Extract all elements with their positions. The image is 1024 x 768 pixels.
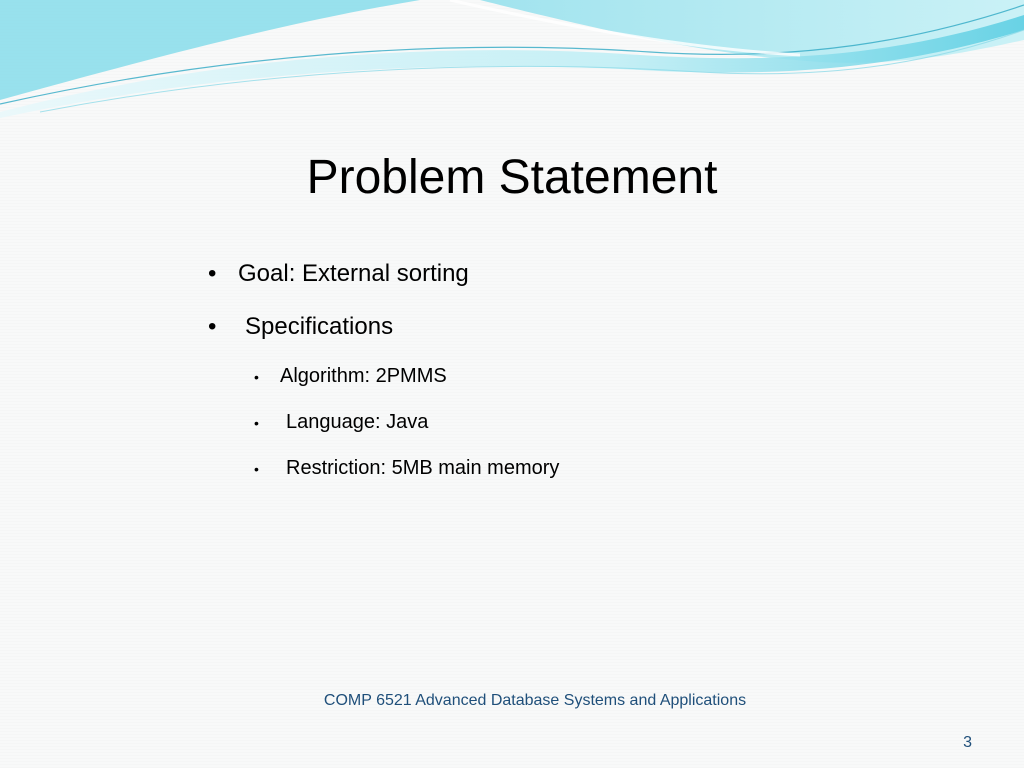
page-number: 3 <box>963 734 972 751</box>
bullet-marker: • <box>208 313 217 340</box>
bullet-text: Specifications <box>245 313 394 340</box>
bullet-item-goal <box>208 260 469 288</box>
bullet-item-specifications <box>208 313 393 341</box>
sub-bullet-marker: • <box>254 415 259 431</box>
sub-bullet-text: Language: Java <box>286 411 429 433</box>
sub-bullet-text: Restriction: 5MB main memory <box>286 457 560 479</box>
sub-bullet-item-language <box>254 411 428 434</box>
sub-bullet-marker: • <box>254 369 259 385</box>
slide-footer: COMP 6521 Advanced Database Systems and Applications <box>323 692 747 709</box>
sub-bullet-marker: • <box>254 461 259 477</box>
slide-title: Problem Statement <box>306 151 718 204</box>
bullet-text: Goal: External sorting <box>238 260 469 287</box>
sub-bullet-text: Algorithm: 2PMMS <box>280 365 447 387</box>
sub-bullet-item-algorithm <box>254 365 447 388</box>
bullet-marker: • <box>208 260 217 287</box>
sub-bullet-item-restriction <box>254 457 559 480</box>
